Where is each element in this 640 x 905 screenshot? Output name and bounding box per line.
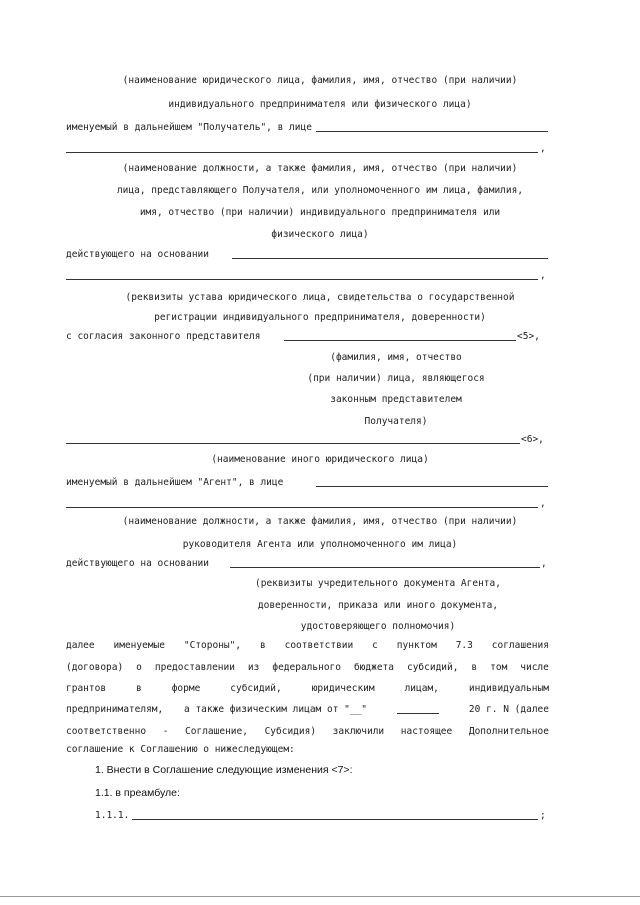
- footnote-5: <5>,: [517, 331, 540, 342]
- recipient-representative-field-cont[interactable]: [66, 152, 538, 153]
- other-entity-field[interactable]: [66, 443, 520, 444]
- recipient-acting-basis-label: действующего на основании: [66, 249, 209, 260]
- consent-label: с согласия законного представителя: [66, 331, 261, 342]
- agreement-line-6: соглашение к Соглашению о нижеследующем:: [66, 744, 295, 755]
- agent-name-hint: (наименование иного юридического лица): [211, 454, 429, 465]
- item-1-1-heading: 1.1. в преамбуле:: [95, 787, 180, 799]
- agent-basis-hint-2: доверенности, приказа или иного документа,: [257, 600, 499, 611]
- recipient-basis-field-cont[interactable]: [66, 279, 538, 280]
- agent-position-hint-2: руководителя Агента или уполномоченного им лица): [182, 539, 458, 550]
- agent-position-hint-1: (наименование должности, а также фамилия, имя, отчество (при наличии): [122, 516, 518, 527]
- recipient-name-hint-2: индивидуального предпринимателя или физического лица): [168, 99, 472, 110]
- recipient-name-hint-1: (наименование юридического лица, фамилия, имя, отчество (при наличии): [122, 75, 518, 86]
- agent-hereinafter-label: именуемый в дальнейшем "Агент", в лице: [66, 477, 284, 488]
- agent-acting-basis-label: действующего на основании: [66, 558, 209, 569]
- agent-representative-field[interactable]: [316, 486, 548, 487]
- item-1-1-1-field[interactable]: [132, 819, 538, 820]
- rep-hint-1: (фамилия, имя, отчество: [330, 352, 462, 363]
- agreement-line-2: (договора) о предоставлении из федерального бюджета субсидий, в том числе: [66, 662, 549, 673]
- legal-representative-field[interactable]: [284, 340, 516, 341]
- item-1-1-1-semicolon: ;: [540, 810, 546, 821]
- recipient-representative-field[interactable]: [316, 131, 548, 132]
- comma-2: ,: [540, 270, 546, 281]
- agreement-line-4-mid: а также физическим лицам от "__": [184, 704, 368, 715]
- page-bottom-divider: [0, 896, 640, 897]
- item-1-1-1-label: 1.1.1.: [95, 810, 130, 821]
- recipient-position-hint-4: физического лица): [271, 229, 369, 240]
- agreement-line-1: далее именуемые "Стороны", в соответствии с пунктом 7.3 соглашения: [66, 640, 549, 651]
- rep-hint-4: Получателя): [364, 416, 428, 427]
- recipient-basis-field[interactable]: [232, 258, 548, 259]
- comma-1: ,: [540, 143, 546, 154]
- comma-3: ,: [540, 498, 546, 509]
- recipient-hereinafter-label: именуемый в дальнейшем "Получатель", в лице: [66, 122, 312, 133]
- recipient-position-hint-2: лица, представляющего Получателя, или уполномоченного им лица, фамилия,: [116, 185, 524, 196]
- rep-hint-2: (при наличии) лица, являющегося: [307, 373, 485, 384]
- agent-basis-hint-3: удостоверяющего полномочия): [300, 621, 456, 632]
- agreement-line-4-year: 20 г. N (далее: [468, 704, 549, 715]
- recipient-basis-hint-1: (реквизиты устава юридического лица, свидетельства о государственной: [125, 292, 515, 303]
- agent-basis-field[interactable]: [230, 567, 540, 568]
- recipient-position-hint-1: (наименование должности, а также фамилия, имя, отчество (при наличии): [122, 163, 518, 174]
- agreement-line-4-left: предпринимателям,: [66, 704, 164, 715]
- agent-basis-hint-1: (реквизиты учредительного документа Агента,: [255, 578, 501, 589]
- comma-4: ,: [541, 558, 547, 569]
- agreement-line-5: соответственно - Соглашение, Субсидия) заключили настоящее Дополнительное: [66, 726, 549, 737]
- footnote-6: <6>,: [521, 434, 544, 445]
- recipient-basis-hint-2: регистрации индивидуального предпринимателя, доверенности): [154, 312, 486, 323]
- item-1-heading: 1. Внести в Соглашение следующие изменения <7>:: [95, 764, 353, 776]
- agreement-line-3: грантов в форме субсидий, юридическим лицам, индивидуальным: [66, 683, 549, 694]
- date-month-field[interactable]: [397, 713, 439, 714]
- agent-representative-field-cont[interactable]: [66, 507, 538, 508]
- rep-hint-3: законным представителем: [330, 394, 462, 405]
- recipient-position-hint-3: имя, отчество (при наличии) индивидуального предпринимателя или: [139, 207, 501, 218]
